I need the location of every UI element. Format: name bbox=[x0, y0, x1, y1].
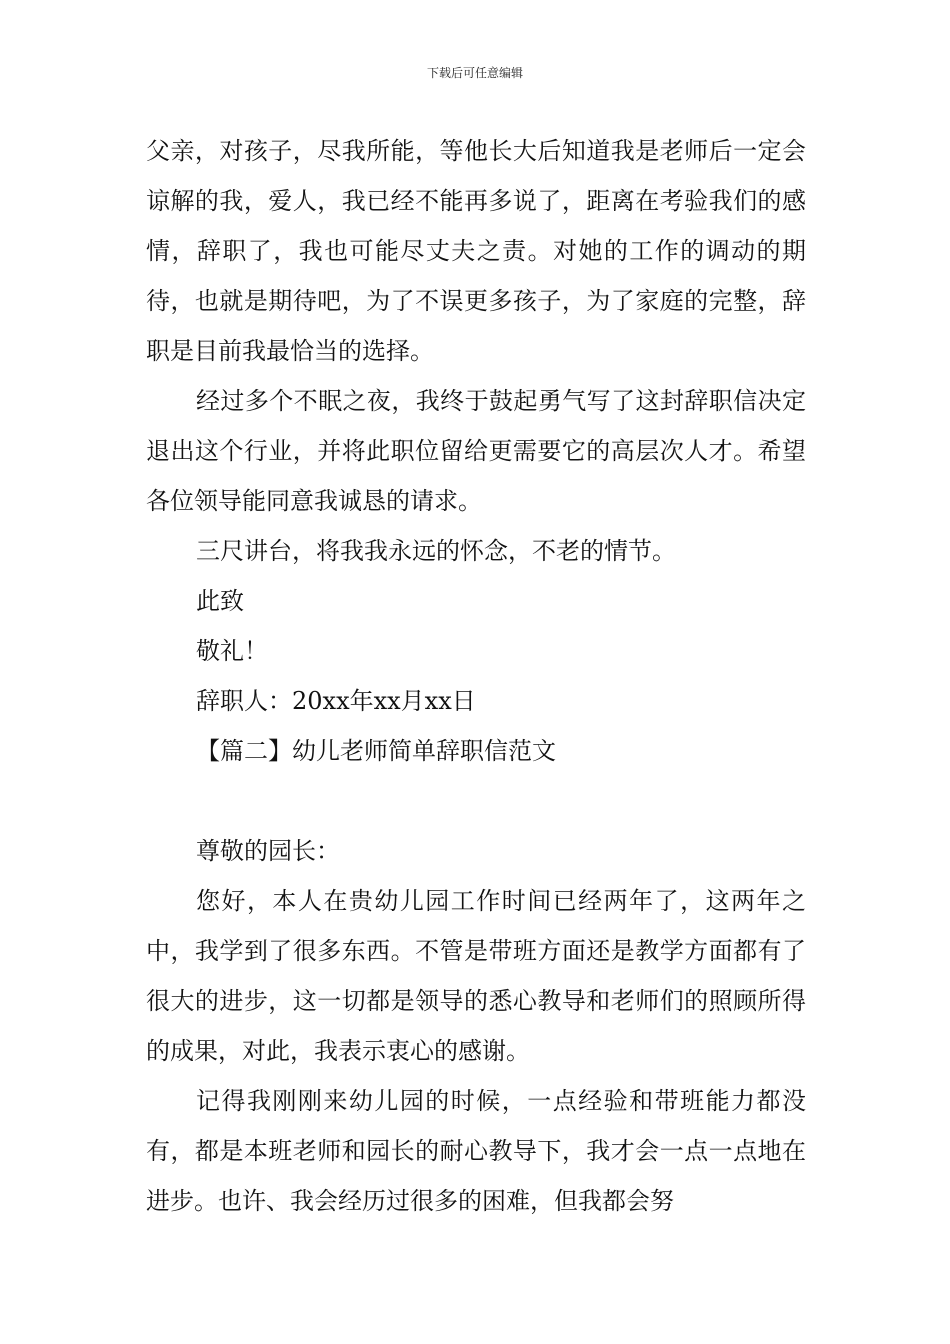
letter-one-signature: 辞职人：20xx年xx月xx日 bbox=[196, 687, 476, 715]
letter-one-closing-1: 此致 bbox=[196, 587, 244, 615]
section-two-paragraph-2: 记得我刚刚来幼儿园的时候，一点经验和带班能力都没有，都是本班老师和园长的耐心教导下，我才会一点一点地在进步。也许、我会经历过很多的困难，但我都会努 bbox=[146, 1087, 806, 1215]
letter-one-closing-2: 敬礼！ bbox=[196, 637, 268, 665]
page-header-note: 下载后可任意编辑 bbox=[426, 66, 523, 80]
section-two-heading: 【篇二】幼儿老师简单辞职信范文 bbox=[196, 737, 556, 765]
section-two-paragraph-1: 您好，本人在贵幼儿园工作时间已经两年了，这两年之中，我学到了很多东西。不管是带班方面还是教学方面都有了很大的进步，这一切都是领导的悉心教导和老师们的照顾所得的成果，对此，我表示衷心的感谢。 bbox=[146, 887, 806, 1065]
section-two-salutation: 尊敬的园长： bbox=[196, 837, 340, 865]
document-body bbox=[146, 126, 806, 1226]
letter-one-paragraph-2: 经过多个不眠之夜，我终于鼓起勇气写了这封辞职信决定退出这个行业，并将此职位留给更需要它的高层次人才。希望各位领导能同意我诚恳的请求。 bbox=[146, 387, 806, 515]
letter-one-paragraph-3: 三尺讲台，将我我永远的怀念，不老的情节。 bbox=[196, 537, 676, 565]
blank-line bbox=[146, 776, 806, 826]
letter-one-paragraph-1: 父亲，对孩子，尽我所能，等他长大后知道我是老师后一定会谅解的我，爱人，我已经不能再多说了，距离在考验我们的感情，辞职了，我也可能尽丈夫之责。对她的工作的调动的期待，也就是期待吧，为了不误更多孩子，为了家庭的完整，辞职是目前我最恰当的选择。 bbox=[146, 137, 806, 365]
